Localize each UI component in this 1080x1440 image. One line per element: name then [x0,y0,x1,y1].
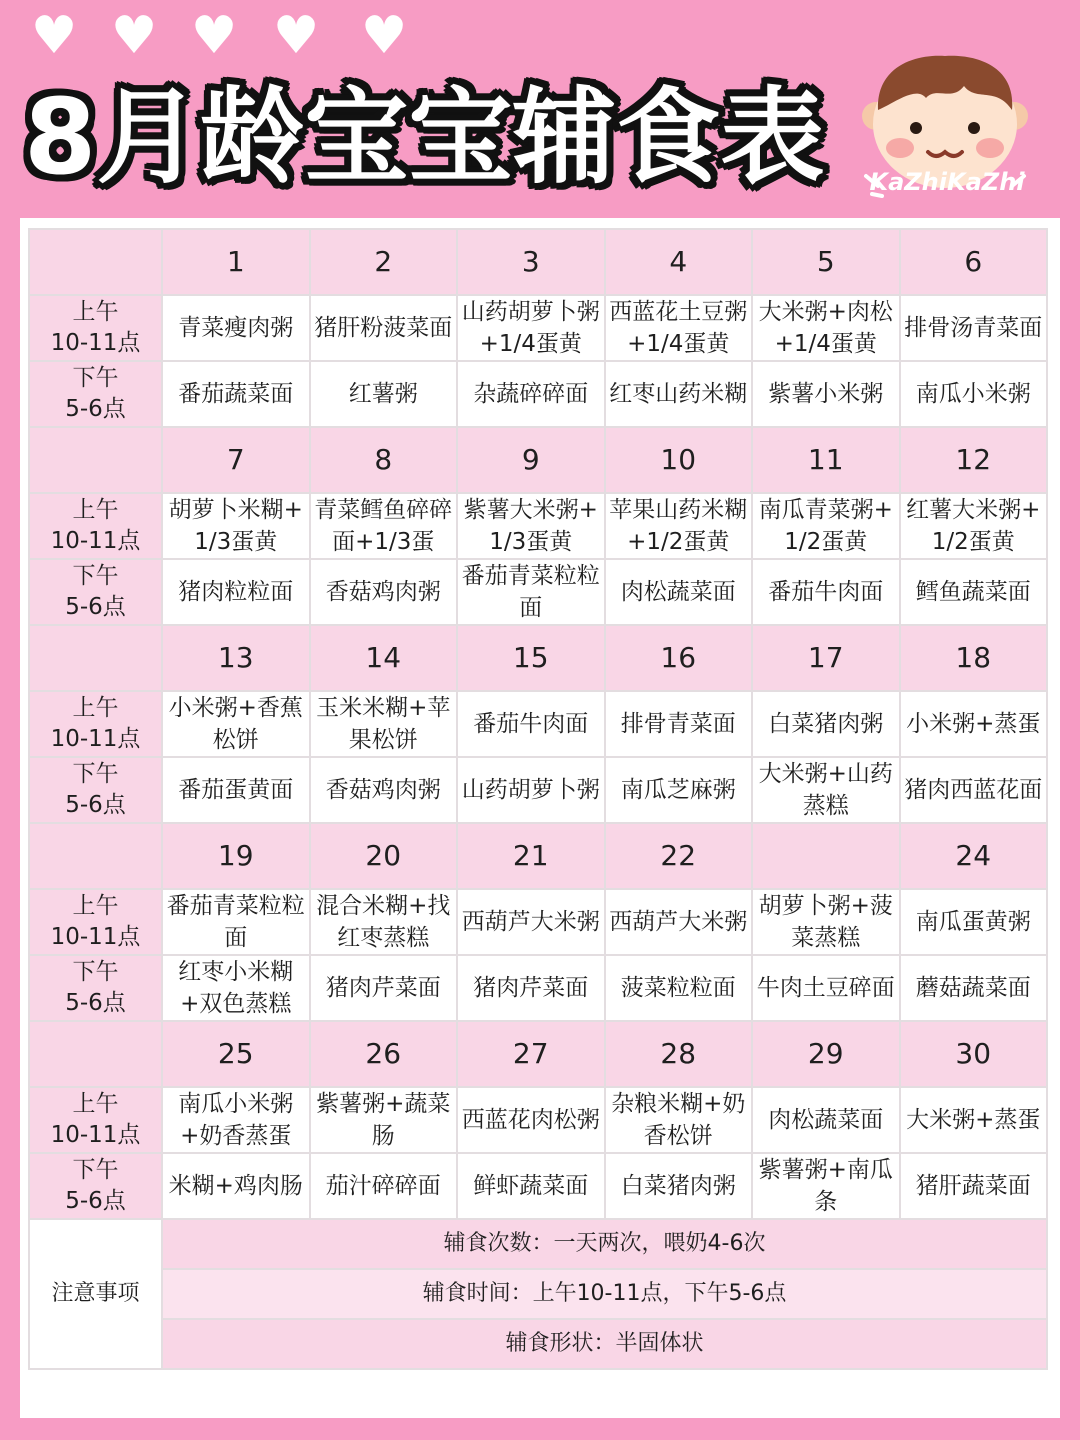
day-number: 30 [900,1021,1048,1087]
dish-cell: 猪肉粒粒面 [162,559,310,625]
morning-meal-row [29,691,1047,757]
day-number: 3 [457,229,605,295]
day-number: 29 [752,1021,900,1087]
day-number: 2 [310,229,458,295]
dish-cell: 排骨青菜面 [605,691,753,757]
day-number: 18 [900,625,1048,691]
note-feeding-time: 辅食时间：上午10-11点，下午5-6点 [162,1269,1047,1319]
day-number: 12 [900,427,1048,493]
morning-meal-row [29,889,1047,955]
date-row-corner [29,229,162,295]
note-feeding-count: 辅食次数：一天两次，喂奶4-6次 [162,1219,1047,1269]
date-row-corner [29,1021,162,1087]
slot-time: 5-6点 [65,1188,126,1214]
date-row [29,427,1047,493]
dish-cell: 香菇鸡肉粥 [310,559,458,625]
slot-time: 10-11点 [50,528,141,554]
dish-cell: 紫薯粥+南瓜条 [752,1153,900,1219]
dish-cell: 白菜猪肉粥 [605,1153,753,1219]
slot-afternoon [29,955,162,1021]
note-row [29,1319,1047,1369]
slot-afternoon [29,757,162,823]
slot-time: 10-11点 [50,924,141,950]
slot-morning [29,493,162,559]
dish-cell: 山药胡萝卜粥 [457,757,605,823]
dish-cell: 红枣小米糊+双色蒸糕 [162,955,310,1021]
day-number: 20 [310,823,458,889]
dish-cell: 混合米糊+找红枣蒸糕 [310,889,458,955]
meal-sheet [20,218,1060,1418]
date-row-corner [29,427,162,493]
dish-cell: 鲜虾蔬菜面 [457,1153,605,1219]
dish-cell: 南瓜青菜粥+1/2蛋黄 [752,493,900,559]
morning-meal-row [29,295,1047,361]
afternoon-meal-row [29,559,1047,625]
date-row [29,625,1047,691]
dish-cell: 紫薯大米粥+1/3蛋黄 [457,493,605,559]
slot-label: 上午 [72,299,119,325]
dish-cell: 山药胡萝卜粥+1/4蛋黄 [457,295,605,361]
day-number: 26 [310,1021,458,1087]
heart-icon: ♥ [272,6,320,66]
slot-label: 上午 [72,497,119,523]
dish-cell: 玉米米糊+苹果松饼 [310,691,458,757]
slot-label: 下午 [72,563,119,589]
heart-icon: ♥ [30,6,78,66]
slot-label: 下午 [72,1157,119,1183]
dish-cell: 猪肝蔬菜面 [900,1153,1048,1219]
dish-cell: 南瓜小米粥 [900,361,1048,427]
dish-cell: 紫薯小米粥 [752,361,900,427]
slot-label: 下午 [72,761,119,787]
slot-time: 5-6点 [65,990,126,1016]
dish-cell: 猪肉芹菜面 [310,955,458,1021]
slot-morning [29,889,162,955]
day-number: 8 [310,427,458,493]
dish-cell: 番茄蔬菜面 [162,361,310,427]
note-food-texture: 辅食形状：半固体状 [162,1319,1047,1369]
heart-icon: ♥ [190,6,238,66]
afternoon-meal-row [29,757,1047,823]
day-number: 25 [162,1021,310,1087]
slot-time: 5-6点 [65,594,126,620]
dish-cell: 排骨汤青菜面 [900,295,1048,361]
dish-cell: 西葫芦大米粥 [605,889,753,955]
dish-cell: 香菇鸡肉粥 [310,757,458,823]
slot-label: 上午 [72,695,119,721]
morning-meal-row [29,493,1047,559]
dish-cell: 大米粥+蒸蛋 [900,1087,1048,1153]
dish-cell: 杂粮米糊+奶香松饼 [605,1087,753,1153]
day-number: 9 [457,427,605,493]
dish-cell: 大米粥+山药蒸糕 [752,757,900,823]
notes-label: 注意事项 [29,1219,162,1369]
dish-cell: 茄汁碎碎面 [310,1153,458,1219]
afternoon-meal-row [29,955,1047,1021]
brand-logo: KaZhiKaZhi [869,168,1025,196]
dish-cell: 鳕鱼蔬菜面 [900,559,1048,625]
dish-cell: 南瓜小米粥+奶香蒸蛋 [162,1087,310,1153]
afternoon-meal-row [29,1153,1047,1219]
dish-cell: 小米粥+蒸蛋 [900,691,1048,757]
dish-cell: 猪肝粉菠菜面 [310,295,458,361]
day-number: 22 [605,823,753,889]
slot-time: 5-6点 [65,792,126,818]
dish-cell: 肉松蔬菜面 [752,1087,900,1153]
dish-cell: 西蓝花肉松粥 [457,1087,605,1153]
meal-table [28,228,1048,1370]
day-number: 15 [457,625,605,691]
slot-label: 上午 [72,893,119,919]
dish-cell: 番茄青菜粒粒面 [457,559,605,625]
dish-cell: 小米粥+香蕉松饼 [162,691,310,757]
day-number: 1 [162,229,310,295]
day-number: 7 [162,427,310,493]
dish-cell: 胡萝卜粥+菠菜蒸糕 [752,889,900,955]
dish-cell: 青菜瘦肉粥 [162,295,310,361]
slot-afternoon [29,1153,162,1219]
dish-cell: 番茄牛肉面 [457,691,605,757]
slot-time: 10-11点 [50,330,141,356]
day-number: 13 [162,625,310,691]
dish-cell: 白菜猪肉粥 [752,691,900,757]
day-number: 19 [162,823,310,889]
dish-cell: 米糊+鸡肉肠 [162,1153,310,1219]
day-number: 11 [752,427,900,493]
day-number: 27 [457,1021,605,1087]
slot-afternoon [29,361,162,427]
dish-cell: 肉松蔬菜面 [605,559,753,625]
slot-time: 10-11点 [50,1122,141,1148]
slot-morning [29,295,162,361]
dish-cell: 番茄青菜粒粒面 [162,889,310,955]
dish-cell: 菠菜粒粒面 [605,955,753,1021]
date-row [29,823,1047,889]
day-number: 16 [605,625,753,691]
day-number: 21 [457,823,605,889]
page-title: 8月龄宝宝辅食表 [24,76,825,198]
dish-cell: 大米粥+肉松+1/4蛋黄 [752,295,900,361]
day-number: 10 [605,427,753,493]
dish-cell: 蘑菇蔬菜面 [900,955,1048,1021]
dish-cell: 苹果山药米糊+1/2蛋黄 [605,493,753,559]
dish-cell: 胡萝卜米糊+1/3蛋黄 [162,493,310,559]
slot-time: 5-6点 [65,396,126,422]
dish-cell: 猪肉芹菜面 [457,955,605,1021]
dish-cell: 南瓜蛋黄粥 [900,889,1048,955]
day-number: 4 [605,229,753,295]
dish-cell: 杂蔬碎碎面 [457,361,605,427]
note-row [29,1219,1047,1269]
day-number: 28 [605,1021,753,1087]
date-row [29,1021,1047,1087]
date-row-corner [29,625,162,691]
dish-cell: 红枣山药米糊 [605,361,753,427]
slot-time: 10-11点 [50,726,141,752]
day-number: 6 [900,229,1048,295]
dish-cell: 西蓝花土豆粥+1/4蛋黄 [605,295,753,361]
dish-cell: 青菜鳕鱼碎碎面+1/3蛋 [310,493,458,559]
dish-cell: 番茄牛肉面 [752,559,900,625]
dish-cell: 红薯粥 [310,361,458,427]
slot-morning [29,691,162,757]
dish-cell: 南瓜芝麻粥 [605,757,753,823]
note-row [29,1269,1047,1319]
dish-cell: 西葫芦大米粥 [457,889,605,955]
dish-cell: 牛肉土豆碎面 [752,955,900,1021]
slot-afternoon [29,559,162,625]
heart-icon: ♥ [110,6,158,66]
day-number [752,823,900,889]
dish-cell: 番茄蛋黄面 [162,757,310,823]
heart-icon: ♥ [360,6,408,66]
day-number: 5 [752,229,900,295]
dish-cell: 紫薯粥+蔬菜肠 [310,1087,458,1153]
date-row [29,229,1047,295]
day-number: 14 [310,625,458,691]
slot-label: 下午 [72,959,119,985]
morning-meal-row [29,1087,1047,1153]
slot-label: 上午 [72,1091,119,1117]
day-number: 17 [752,625,900,691]
day-number: 24 [900,823,1048,889]
afternoon-meal-row [29,361,1047,427]
slot-label: 下午 [72,365,119,391]
slot-morning [29,1087,162,1153]
dish-cell: 猪肉西蓝花面 [900,757,1048,823]
date-row-corner [29,823,162,889]
dish-cell: 红薯大米粥+1/2蛋黄 [900,493,1048,559]
